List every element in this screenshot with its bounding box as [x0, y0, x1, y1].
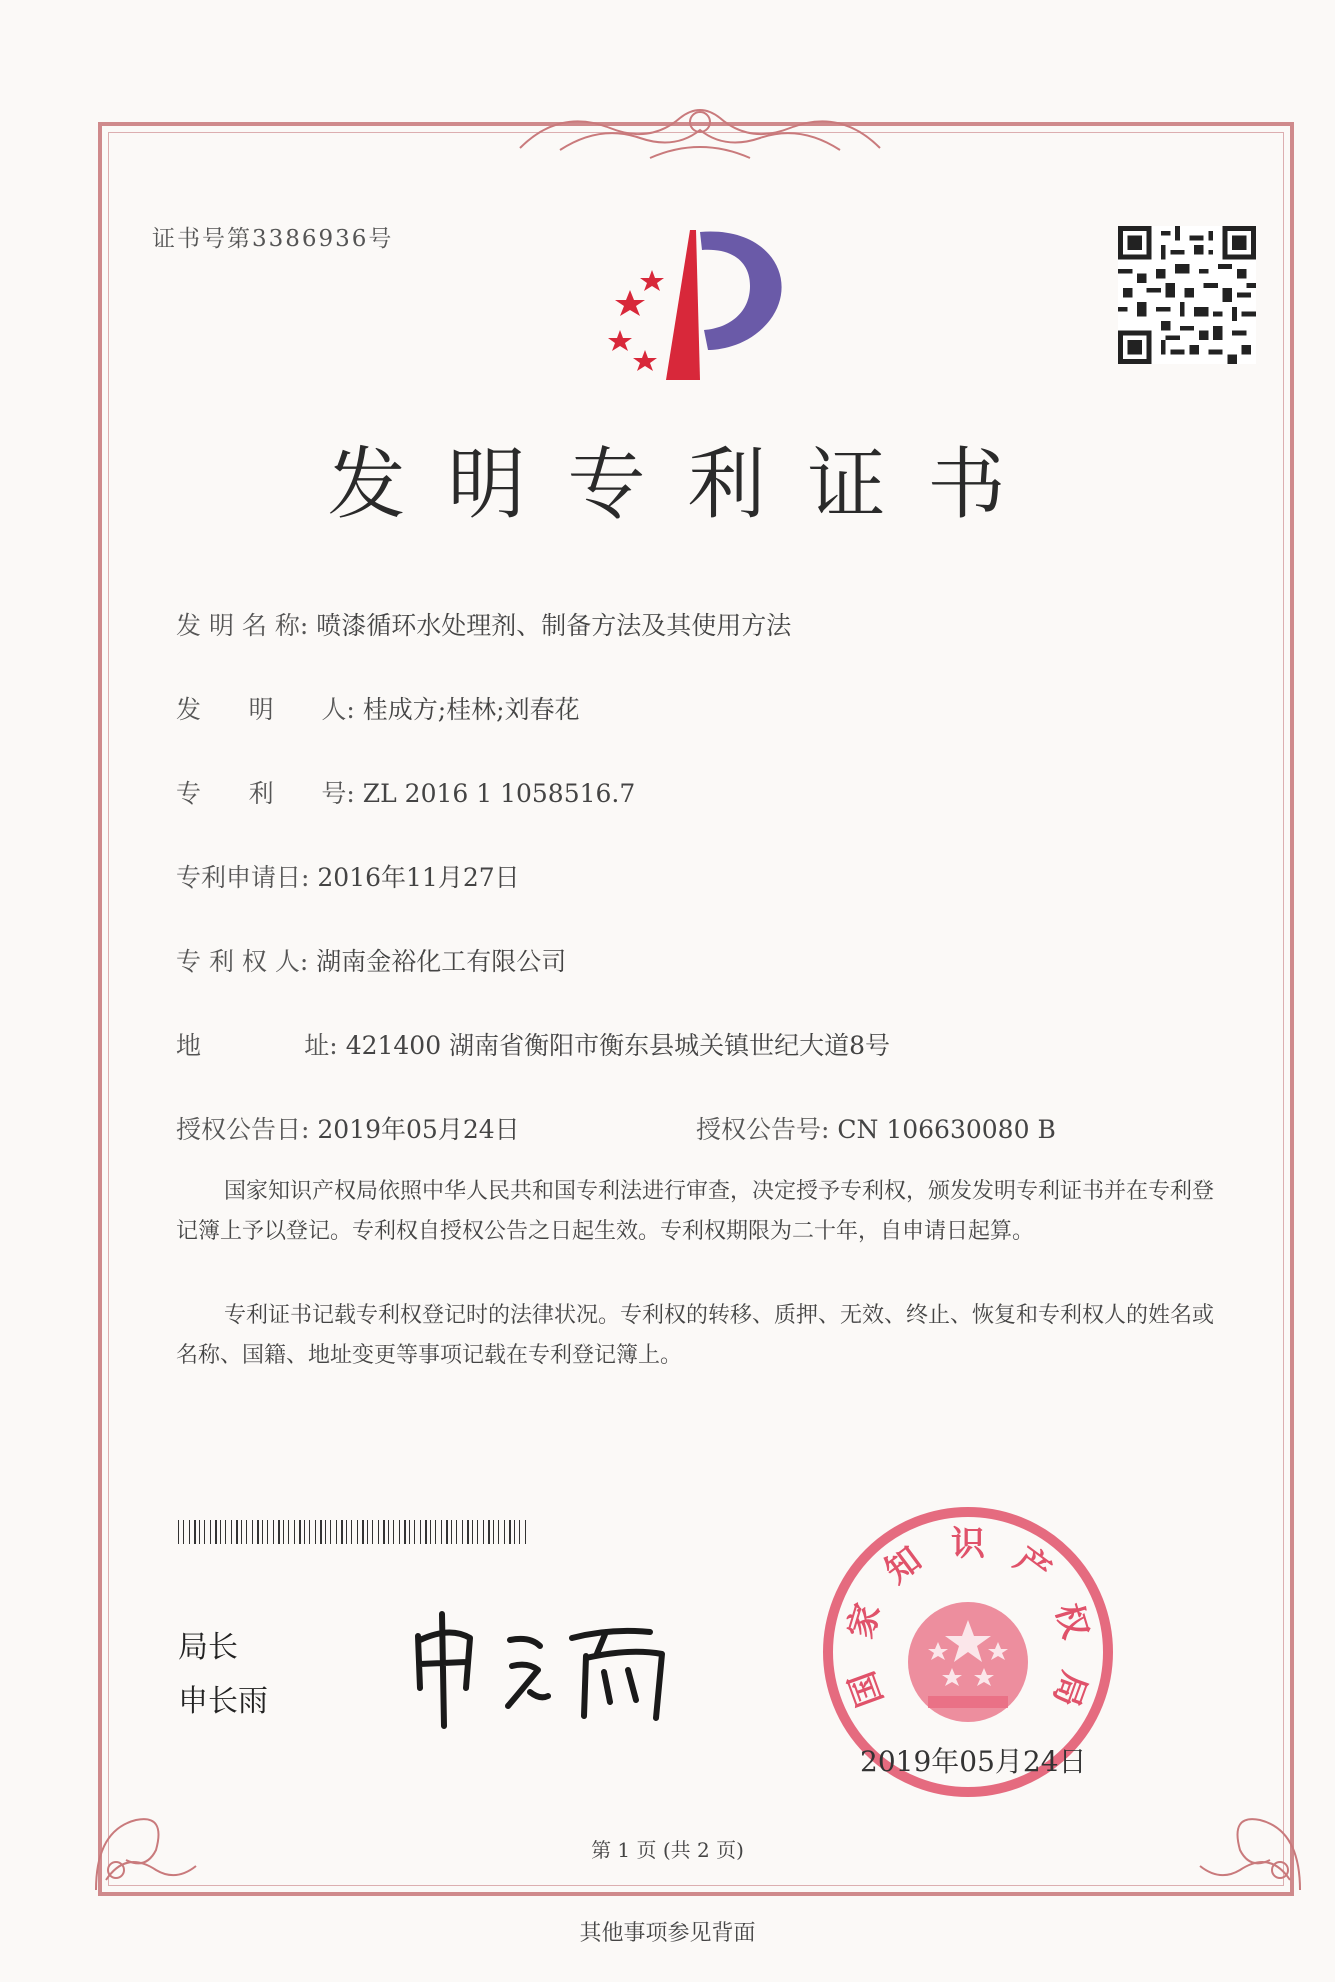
grant-no-row: [696, 1110, 1056, 1146]
patent-no-row: [176, 774, 635, 810]
qr-code: [1118, 226, 1256, 364]
grant-date-row: [176, 1110, 520, 1146]
address-label: 地 址:: [176, 1031, 338, 1060]
top-ornament: [500, 88, 900, 168]
barcode: [178, 1520, 530, 1544]
patentee-label: 专 利 权 人:: [176, 947, 309, 976]
invention-name-value: 喷漆循环水处理剂、制备方法及其使用方法: [316, 611, 792, 640]
paragraph-2-text: 专利证书记载专利权登记时的法律状况。专利权的转移、质押、无效、终止、恢复和专利权人的姓名或名称、国籍、地址变更等事项记载在专利登记簿上。: [176, 1303, 1215, 1368]
grant-no-value: CN 106630080 B: [837, 1115, 1056, 1144]
patentee-value: 湖南金裕化工有限公司: [316, 947, 567, 976]
paragraph-1-text: 国家知识产权局依照中华人民共和国专利法进行审查，决定授予专利权，颁发发明专利证书并在专利登记簿上予以登记。专利权自授权公告之日起生效。专利权期限为二十年，自申请日起算。: [176, 1179, 1215, 1244]
invention-name-label: 发 明 名 称:: [176, 611, 309, 640]
address-row: [176, 1026, 890, 1062]
seal-char: 局: [1044, 1666, 1095, 1712]
back-note: 其他事项参见背面: [579, 1921, 756, 1946]
seal-char: 国: [841, 1666, 892, 1712]
invention-name-row: [176, 606, 791, 642]
inventor-row: [176, 690, 580, 726]
filing-date-row: [176, 858, 520, 894]
seal-char: 识: [951, 1524, 985, 1564]
patent-office-emblem-icon: [600, 220, 820, 390]
director-name: 申长雨: [178, 1684, 268, 1719]
page-info: 第 1 页 (共 2 页): [591, 1838, 744, 1862]
grant-no-label: 授权公告号:: [696, 1115, 830, 1144]
seal-char: 知: [877, 1539, 930, 1592]
grant-date-label: 授权公告日:: [176, 1115, 310, 1144]
inventor-value: 桂成方;桂林;刘春花: [362, 695, 580, 724]
seal-char: 家: [840, 1599, 889, 1644]
patent-no-value: ZL 2016 1 1058516.7: [362, 779, 636, 808]
certificate-title: 发明专利证书: [327, 440, 1048, 530]
patentee-row: [176, 942, 566, 978]
seal-char: 权: [1047, 1599, 1096, 1644]
inventor-label: 发 明 人:: [176, 695, 355, 724]
paragraph-2: [176, 1296, 1226, 1376]
director-signature: [400, 1596, 720, 1736]
paragraph-1: [176, 1172, 1226, 1252]
grant-date-value: 2019年05月24日: [317, 1115, 520, 1144]
filing-date-label: 专利申请日:: [176, 863, 310, 892]
seal-char: 产: [1006, 1539, 1059, 1592]
patent-no-label: 专 利 号:: [176, 779, 355, 808]
address-value: 421400 湖南省衡阳市衡东县城关镇世纪大道8号: [345, 1031, 890, 1060]
certificate-number: 证书号第3386936号: [152, 226, 394, 252]
filing-date-value: 2016年11月27日: [317, 863, 520, 892]
seal-date: 2019年05月24日: [860, 1745, 1087, 1778]
director-title: 局长: [178, 1630, 238, 1665]
